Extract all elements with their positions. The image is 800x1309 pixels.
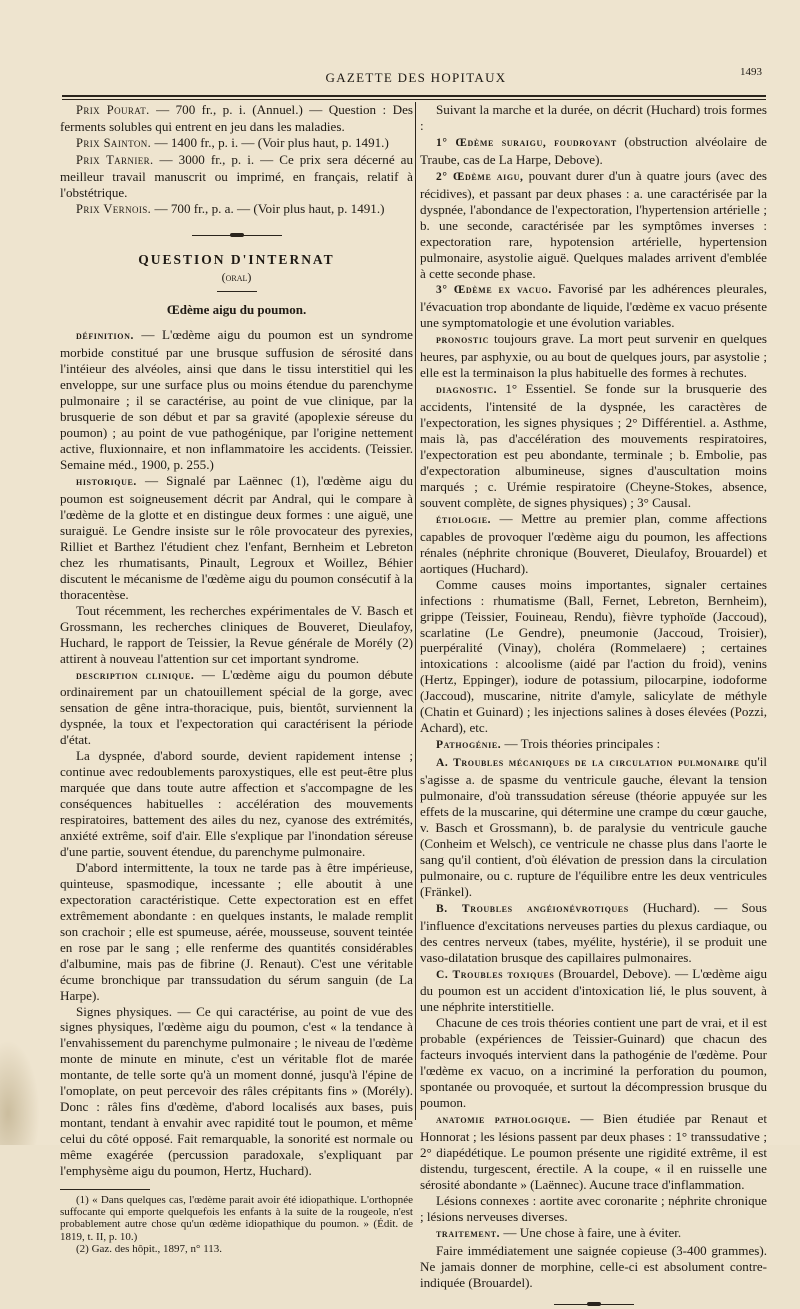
paragraph — [60, 603, 413, 667]
paragraph-text: (Huchard). — Sous l'influence d'excitations nerveuses parties du plexus cardiaque, ou des centres nerveux (tabes, myélite, hystérie), il se produit une vaso-dilatation brusque des capillaires pulmonaires. — [420, 899, 767, 965]
paragraph-text: Comme causes moins importantes, signaler certaines infections : rhumatisme (Ball, Fernet, Lebreton, Bernheim), grippe (Teissier, Fouineau, Rendu), fièvre typhoïde (Jaccoud), scarlatine (Le Gendre), pneumonie (Jaccoud, Troisier), puerpéralité (Vinay), choléra (Rommelaere) ; certaines intoxications : alcoolisme (aidé par l'action du froid), venins (Hertz, Eppinger), iodure de potassium, pilocarpine, iodoforme (Jaccoud), muscarine, nitrite d'amyle, salicylate de méthyle (Chatin et Guinard) ; les injections salines à doses élevées (Pozzi, Achard), etc. — [420, 576, 767, 736]
paragraph — [420, 381, 767, 511]
left-paragraphs — [60, 327, 413, 1179]
column-divider — [415, 102, 416, 1120]
paragraph-label: traitement. — [436, 1227, 501, 1240]
paragraph — [420, 1111, 767, 1193]
paragraph — [420, 577, 767, 737]
paragraph — [420, 754, 767, 900]
journal-title: GAZETTE DES HOPITAUX — [325, 70, 507, 85]
paragraph — [60, 860, 413, 1004]
paragraph-text: (obstruction alvéolaire de Traube, cas de La Harpe, Debove). — [420, 133, 767, 167]
paragraph — [60, 748, 413, 860]
end-ornament — [420, 1293, 767, 1309]
paragraph-text: — L'œdème aigu du poumon est un syndrome morbide constitué par une brusque suffusion de sérosité dans l'intéieur des alvéoles, ainsi que dans le tissu interstitiel qui les enveloppe, sur une surface plus ou moins étendue du parenchyme pulmonaire ; il se caractérise, au point de vue clinique, par la brusquerie de son début et par sa gravité (apoplexie séreuse du poumon) ; au point de vue pathogénique, par l'origine nettement active, fluxionnaire, et non inflammatoire les accidents. (Teissier. Semaine méd., 1900, p. 255.) — [60, 327, 413, 473]
paragraph — [60, 327, 413, 473]
paragraph-text: — Mettre au premier plan, comme affections capables de provoquer l'œdème aigu du poumon, les affections rénales (néphrite chronique (Bouveret, Dieulafoy, Brouardel) et aortiques (Huchard). — [420, 510, 767, 576]
paragraph-label: diagnostic. — [436, 384, 498, 397]
header-rule-thin — [62, 99, 766, 100]
paragraph — [420, 1243, 767, 1291]
paragraph — [420, 1225, 767, 1243]
paragraph-text: Chacune de ces trois théories contient une part de vrai, et il est probable (expériences de Teissier-Guinard) que chacun des facteurs invoqués intervient dans la pathogénie de l'œdème. Pour l'œdème ex vacuo, on a incriminé la perforation du poumon, spontanée ou provoquée, et surtout la décompression brusque du poumon. — [420, 1015, 767, 1111]
paragraph-text: qu'il s'agisse a. de spasme du ventricule gauche, élevant la tension pulmonaire, d'où transsudation séreuse (théorie appuyée sur les effets de la muscarine, qui détermine une crampe du cœur gauche, v. Basch et Grossmann), b. de paralysie du ventricule gauche (Conheim et Welsch), ce ventricule ne chasse plus dans l'aorte le sang qu'il contient, d'où élévation de pression dans la circulation pulmonaire, ou c. rupture de l'équilibre entre les deux ventricules (Fränkel). — [420, 754, 767, 899]
page-number: 1493 — [740, 66, 762, 78]
paragraph-label: étiologie. — [436, 513, 492, 526]
prize-entry: Prix Tarnier. — 3000 fr., p. i. — Ce prix sera décerné au meilleur travail manuscrit ou imprimé, en français, relatif à l'obstétrique. — [60, 151, 414, 200]
paragraph-label: anatomie pathologique. — [436, 1114, 571, 1127]
paragraph — [420, 134, 767, 168]
paragraph — [420, 736, 767, 754]
paragraph — [420, 102, 767, 134]
left-column — [60, 102, 413, 1255]
paragraph-text: — Signalé par Laënnec (1), l'œdème aigu du poumon est soigneusement décrit par Andral, qui le compare à l'œdème de la glotte et en distingue deux formes : une aiguë, une suraiguë. Le Gendre insiste sur le rôle provocateur des pyrexies, Rilliet et Barthez l'étudient chez l'enfant, Bernheim et Lebreton chez les rhumatisants, Pinault, Legroux et Woillez, Béhier discutent le mécanisme de l'œdème aigu du poumon consécutif à la thoracentèse. — [60, 473, 413, 602]
article-topic: Œdème aigu du poumon. — [166, 301, 307, 317]
footnote-rule — [60, 1189, 150, 1190]
paragraph-text: Signes physiques. — Ce qui caractérise, au point de vue des signes physiques, l'œdème aigu du poumon, c'est « la tendance à l'envahissement du parenchyme pulmonaire ; le niveau de l'œdème monte de minute en minute, c'est un véritable flot de marée montante, de telle sorte qu'à un moment donné, jusqu'à l'épine de l'omoplate, on peut percevoir des râles crépitants fins » (Morély). Donc : râles fins d'œdème, d'abord localisés aux bases, puis montant, tendant à envahir avec rapidité tout le poumon, et même celui du côté opposé. Fait remarquable, la sonorité est normale ou même exagérée (percussion paradoxale, s'expliquant par l'emphysème aigu du poumon, Hertz, Huchard). — [60, 1003, 413, 1179]
paper-stain — [0, 1040, 40, 1145]
footnote: (1) « Dans quelques cas, l'œdème parait avoir été idiopathique. L'orthopnée suffocante qui emporte quelquefois les enfants à la suite de la rougeole, n'est probablement autre chose qu'un œdème idiopathique du poumon. » (Édit. de 1819, t. II, p. 10.) — [60, 1194, 413, 1243]
prize-entry: Prix Sainton. — 1400 fr., p. i. — (Voir plus haut, p. 1491.) — [76, 134, 389, 150]
header-rule — [62, 95, 766, 97]
paragraph-text: (Brouardel, Debove). — L'œdème aigu du poumon est un accident d'intoxication lié, le plus souvent, à une néphrite interstitielle. — [420, 965, 768, 1015]
paragraph-text: D'abord intermittente, la toux ne tarde pas à être impérieuse, quinteuse, spasmodique, incessante ; elle aboutit à une expectoration caractéristique. Cette expectoration est en effet extrêmement abondante : en quelques instants, le malade remplit son crachoir ; elle est spumeuse, aérée, mousseuse, souvent teintée en rose par le sang ; elle renferme des quantités considérables d'albumine, mais pas de fibrine (J. Renaut). C'est une véritable écume bronchique par transsudation du sérum sanguin (de La Harpe). — [60, 859, 413, 1003]
right-paragraphs — [420, 102, 767, 1291]
short-rule — [217, 291, 257, 292]
paragraph-text: — Bien étudiée par Renaut et Honnorat ; les lésions passent par deux phases : 1° transsudative ; 2° diapédétique. Le poumon présente une rigidité extrême, il est distendu, turgescent, érectile. A la coupe, « il en ruisselle une sérosité abondante » (Laënnec). Aucune trace d'inflammation. — [420, 1111, 767, 1192]
running-header — [62, 66, 770, 96]
paragraph-label: pronostic — [436, 334, 489, 347]
paragraph-label: description clinique. — [76, 669, 195, 682]
paragraph-text: Lésions connexes : aortite avec coronarite ; néphrite chronique ; lésions nerveuses diverses. — [420, 1192, 767, 1224]
paragraph — [420, 331, 767, 381]
paragraph-text: — Trois théories principales : — [501, 736, 661, 752]
footnote: (2) Gaz. des hôpit., 1897, n° 113. — [76, 1242, 223, 1255]
section-title: QUESTION D'INTERNAT — [138, 251, 335, 267]
paragraph-label: définition. — [76, 330, 134, 343]
paragraph-label: C. Troubles toxiques — [436, 968, 555, 981]
paragraph-text: toujours grave. La mort peut survenir en quelques heures, par asphyxie, ou au bout de quelques jours, par asystolie ; elle est la terminaison la plus habituelle des formes à rechutes. — [420, 331, 767, 381]
paragraph-label: 2° Œdème aigu, — [436, 170, 524, 183]
paragraph — [420, 281, 767, 331]
paragraph — [420, 966, 767, 1016]
paragraph-text: Favorisé par les adhérences pleurales, l'évacuation trop abondante de liquide, l'œdème ex vacuo présente une symptomatologie et une évolution variables. — [420, 281, 767, 331]
paragraph — [60, 667, 413, 749]
paragraph-text: — L'œdème aigu du poumon débute ordinairement par un chatouillement spécial de la gorge, avec sensation de gêne intra-thoracique, puis, bientôt, surviennent la dyspnée, la toux et l'expectoration qui caractérisent la période d'état. — [60, 666, 413, 748]
paragraph-text: 1° Essentiel. Se fonde sur la brusquerie des accidents, l'intensité de la dyspnée, les caractères de l'expectoration, les signes physiques ; 2° Différentiel. a. Asthme, mais là, pas d'accélération des mouvements respiratoires, l'expectoration est peu abondante, terminale ; b. Embolie, pas d'expectoration albumineuse, signes d'auscultation moins marqués ; c. Urémie respiratoire (Cheyne-Stokes, absence, souvent complète, de signes physiques) ; 3° Causal. — [420, 381, 767, 510]
paragraph — [60, 473, 413, 603]
paragraph — [420, 900, 767, 966]
paragraph — [60, 1004, 413, 1179]
section-subtitle: (oral) — [221, 269, 252, 284]
paragraph-text: — Une chose à faire, une à éviter. — [500, 1224, 682, 1240]
paragraph-label: A. Troubles mécaniques de la circulation pulmonaire — [436, 757, 740, 770]
paragraph — [420, 511, 767, 577]
paragraph-text: pouvant durer d'un à quatre jours (avec des récidives), et passant par deux phases : a. une caractérisée par la dyspnée, l'abondance de l'expectoration, l'hypertension artérielle ; b. une seconde, caractérisée par les symptômes inverses : expectoration rare, hypotension artérielle, hypertension pulmonaire, asystolie aiguë. Quelques malades arrivent d'emblée à cette seconde phase. — [420, 167, 767, 281]
paragraph — [420, 168, 767, 282]
paragraph-label: historique. — [76, 476, 137, 489]
paragraph-text: Tout récemment, les recherches expérimentales de V. Basch et Grossmann, les recherches cliniques de Bouveret, Dieulafoy, Huchard, le rapport de Teissier, la Revue générale de Morély (2) attirent à nouveau l'attention sur cet important syndrome. — [60, 602, 413, 666]
paragraph-label: Pathogénie. — [436, 739, 502, 752]
ornamental-rule — [60, 224, 413, 240]
paragraph — [420, 1193, 767, 1225]
paragraph — [420, 1015, 767, 1111]
paragraph-text: La dyspnée, d'abord sourde, devient rapidement intense ; continue avec redoublements paroxystiques, elle est peut-être plus marquée que dans toute autre affection et s'accompagne de les conséquences habituelles : accélération des mouvements respiratoires, battement des ailes du nez, cyanose des extrémités, anxiété extrême, soif d'air. Elle s'explique par l'inondation séreuse d'une partie, souvent étendue, du parenchyme pulmonaire. — [60, 748, 413, 859]
paragraph-text: Suivant la marche et la durée, on décrit (Huchard) trois formes : — [420, 102, 767, 133]
paragraph-label: B. Troubles angéionévrotiques — [436, 902, 629, 915]
right-column — [420, 102, 767, 1309]
prize-entry: Prix Vernois. — 700 fr., p. a. — (Voir plus haut, p. 1491.) — [76, 200, 385, 216]
paragraph-label: 1° Œdème suraigu, foudroyant — [436, 136, 617, 149]
paragraph-label: 3° Œdème ex vacuo. — [436, 284, 552, 297]
prize-entry: Prix Pourat. — 700 fr., p. i. (Annuel.) — Question : Des ferments solubles qui entrent en jeu dans les maladies. — [60, 102, 413, 134]
paragraph-text: Faire immédiatement une saignée copieuse (3-400 grammes). Ne jamais donner de morphine, celle-ci est absolument contre-indiquée (Brouardel). — [420, 1242, 767, 1290]
